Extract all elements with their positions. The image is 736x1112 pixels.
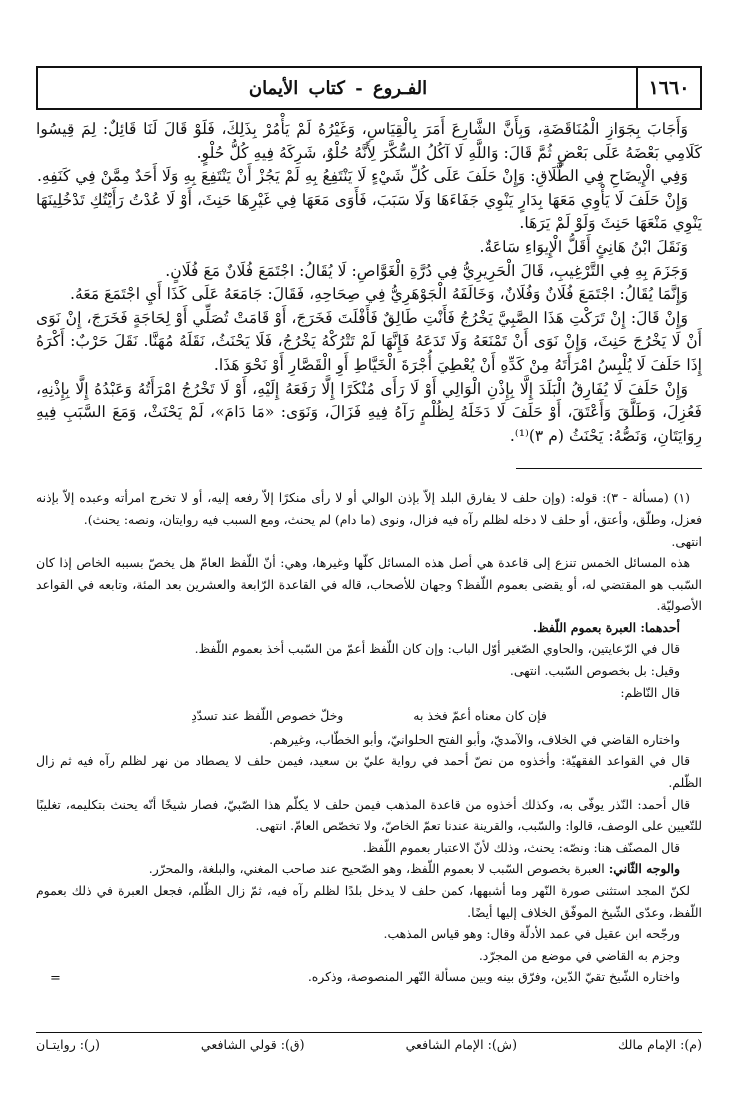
footnote-paragraph: لكنّ المجد استثنى صورة النّهر وما أشبهها، كمن حلف لا يدخل بلدًا لظلم رآه فيه، ثمّ زال الظّلم، فجعل العبرة في ذلك بعموم اللّفظ، وعدّى الشّيخ الموفّق الخلاف إليها أيضًا. [36, 883, 702, 920]
footnote-paragraph [36, 858, 702, 880]
main-paragraph: وَإِنْ حَلَفَ لَا يَأْوِي مَعَهَا بِدَارٍ يَنْوِي جَفَاءَهَا وَلَا سَبَبَ، فَأَوَى مَعَهَا فِي غَيْرِهَا حَنِثَ، أَوْ لَا عُدْتُ رَأَيْتُكِ تَدْخُلِينَهَا يَنْوِي مَنْعَهَا حَنِثَ وَلَوْ لَمْ يَرَهَا. [36, 190, 702, 233]
footnote-paragraph: قال في الرّعايتين، والحاوي الصّغير أوّل الباب: وإن كان اللّفظ أعمّ من السّبب أخذ بعموم اللّفظ. [194, 641, 680, 657]
page-title: الفـروع - كتاب الأيمان [248, 77, 428, 99]
footnote-paragraph: واختاره القاضي في الخلاف، والآمديّ، وأبو الفتح الحلوانيّ، وأبو الخطّاب، وغيرهم. [269, 731, 680, 747]
verse-first-half: فإن كان معناه أعمّ فخذ به [413, 708, 547, 724]
footnote-paragraph: قال في القواعد الفقهيّة: وأخذوه من نصّ أحمد في رواية عليّ بن سعيد، فيمن حلف لا يصطاد من نهر لظلم رآه فيه ثم زال الظّلم. [36, 753, 702, 791]
footnote-separator [516, 468, 702, 469]
main-paragraph: وَنَقَلَ ابْنُ هَانِئٍ أَقَلُّ الْإِيوَاءِ سَاعَةٌ. [479, 237, 688, 256]
main-paragraph: وَأَجَابَ بِجَوَازِ الْمُنَاقَضَةِ، وَبِأَنَّ الشَّارِعَ أَمَرَ بِالْقِيَاسِ، وَغَيْرُهُ لَمْ يَأْمُرْ بِذَلِكَ، فَلَوْ قَالَ لَنَا قَائِلٌ: لِمَ قِيسُوا كَلَامِي بَعْضَهُ عَلَى بَعْضٍ ثُمَّ قَالَ: وَاللَّهِ لَا آكُلُ السُّكَّرَ لِأَنَّهُ حُلْوٌ، شَرِكَهُ فِيهِ كُلُّ حُلْوٍ. [36, 120, 702, 162]
footnote-paragraph: انتهى. [671, 533, 702, 549]
footnote-reference: (م ٣)⁽¹⁾. [509, 426, 564, 445]
footnote-paragraph: واختاره الشّيخ تقيّ الدّين، وفرّق بينه وبين مسألة النّهر المنصوصة، وذكره. [307, 969, 680, 985]
footnote-paragraph: هذه المسائل الخمس تنزع إلى قاعدة هي أصل هذه المسائل كلّها وغيرها، وهي: أنّ اللّفظ العامّ هل يخصّ بسببه الخاص إذا كان السّبب هو المقتضي له، أو يقضى بعموم اللّفظ؟ وجهان للأصحاب، قاله في القاعدة الرّابعة والعشرين بعد المئة، وتابعه في القواعد الأصوليّة. [36, 555, 702, 614]
verse-second-half: وخلّ خصوص اللّفظ عند تسدّدِ [191, 708, 344, 724]
legend-two-narrations: (ر): روايتـان [36, 1037, 100, 1052]
legend-malik: (م): الإمام مالك [618, 1037, 702, 1052]
footnote-bold-lead: والوجه الثّاني: [608, 861, 680, 877]
footnote-paragraph: قال أحمد: النّذر يوفّى به، وكذلك أخذوه من قاعدة المذهب فيمن حلف لا يكلّم هذا الصّبيّ، فصار شيخًا أنّه يحنث بتكليمه، تغليبًا للتّعيين على الوصف، قالوا: والسّبب، والقرينة عندنا تعمّ الخاصّ، ولا تخصّص العامّ. انتهى. [36, 796, 702, 834]
footnote-paragraph: قال النّاظم: [620, 684, 680, 700]
footnote-paragraph: وقيل: بل بخصوص السّبب. انتهى. [509, 663, 680, 679]
page-number: ١٦٦٠ [636, 68, 700, 108]
footnotes [36, 487, 702, 989]
footnote-paragraph: (١) (مسألة - ٣): قوله: (وإن حلف لا يفارق البلد إلاّ بإذن الوالي أو لا رأى منكرًا إلاّ رفعه إليه، أو لا تخرج امرأته وعبده إلاّ بإذنه فعزل، وطلّق، وأعتق، أو حلف لا دخله لظلم رآه فيه فزال، ونوى (ما دام) لم يحنث، ومع السبب فيه روايتان، ونصه: يحنث). [36, 490, 702, 527]
poem-verse [36, 705, 702, 727]
continuation-mark: = [50, 970, 61, 986]
main-paragraph [36, 378, 702, 449]
footnote-paragraph: ورجّحه ابن عقيل في عمد الأدلّة وقال: وهو قياس المذهب. [383, 926, 680, 942]
abbreviation-legend [36, 1032, 702, 1052]
main-paragraph: وَفِي الْإِيضَاحِ فِي الطَّلَاقِ: وَإِنْ حَلَفَ عَلَى كُلِّ شَيْءٍ لَا يَنْتَفِعُ بِهِ لَمْ يَجُزْ أَنْ يَنْتَفِعَ بِهِ وَلَا أَحَدٌ مِمَّنْ فِي كَنَفِهِ. [36, 167, 688, 186]
footnote-paragraph: قال المصنّف هنا: ونصّه: يحنث، وذلك لأنّ الاعتبار بعموم اللّفظ. [362, 839, 680, 855]
legend-shafii-two-sayings: (ق): قولي الشافعي [200, 1037, 305, 1052]
legend-shafii: (ش): الإمام الشافعي [405, 1037, 518, 1052]
footnote-paragraph-text: العبرة بخصوص السّبب لا بعموم اللّفظ، وهو الصّحيح عند صاحب المغني، والبلغة، والمحرّر. [148, 861, 605, 877]
main-paragraph: وَإِنْ قَالَ: إِنْ تَرَكْتِ هَذَا الصَّبِيَّ يَخْرُجُ فَأَنْتِ طَالِقٌ فَأَفْلَتَ فَخَرَجَ، أَوْ قَامَتْ تُصَلِّي أَوْ لِحَاجَةٍ فَخَرَجَ، إِنْ نَوَى أَنْ لَا يَخْرُجَ حَنِثَ، وَإِنْ نَوَى أَنْ تَمْنَعَهُ وَلَا تَدَعَهُ فَإِنَّهَا لَمْ تَتْرُكْهُ يَخْرُجُ، فَلَا يَحْنَثُ، نَقَلَهُ مُهَنَّا. نَقَلَ حَرْبٌ: أَكْرَهُ إِذَا حَلَفَ لَا يُلْبِسُ امْرَأَتَهُ مِنْ كَدِّهِ أَنْ يُعْطِيَ أُجْرَةَ الْخَيَّاطِ أَوِ الْقَصَّارِ أَوْ نَحْوَ هَذَا. [36, 308, 702, 374]
main-paragraph: وَجَزَمَ بِهِ فِي التَّرْغِيبِ، قَالَ الْحَرِيرِيُّ فِي دُرَّةِ الْغَوَّاصِ: لَا يُقَالُ: اجْتَمَعَ فُلَانٌ مَعَ فُلَانٍ. [165, 261, 688, 280]
page-header [36, 66, 702, 110]
main-paragraph: وَإِنَّمَا يُقَالُ: اجْتَمَعَ فُلَانٌ وَفُلَانٌ، وَخَالَفَهُ الْجَوْهَرِيُّ فِي صِحَاحِهِ، فَقَالَ: جَامَعَهُ عَلَى كَذَا أَيِ اجْتَمَعَ مَعَهُ. [70, 285, 688, 304]
main-paragraph-text: وَإِنْ حَلَفَ لَا يُفَارِقُ الْبَلَدَ إِلَّا بِإِذْنِ الْوَالِي أَوْ لَا رَأَى مُنْكَرًا إِلَّا رَفَعَهُ إِلَيْهِ، أَوْ لَا تَخْرُجُ امْرَأَتُهُ وَعَبْدُهُ إِلَّا بِإِذْنِهِ، فَعُزِلَ، وَطَلَّقَ وَأَعْتَقَ، أَوْ حَلَفَ لَا دَخَلَهُ لِظُلْمٍ رَآهُ فِيهِ فَزَالَ، وَنَوَى: «مَا دَامَ»، لَمْ يَحْنَثْ، وَمَعَ السَّبَبِ فِيهِ رِوَايَتَانِ، وَنَصُّهُ: يَحْنَثُ [36, 379, 702, 445]
footnote-paragraph: وجزم به القاضي في موضع من المجرّد. [478, 947, 680, 963]
main-text [36, 118, 702, 448]
page [36, 66, 702, 990]
footnote-paragraph: أحدهما: العبرة بعموم اللّفظ. [532, 619, 680, 635]
